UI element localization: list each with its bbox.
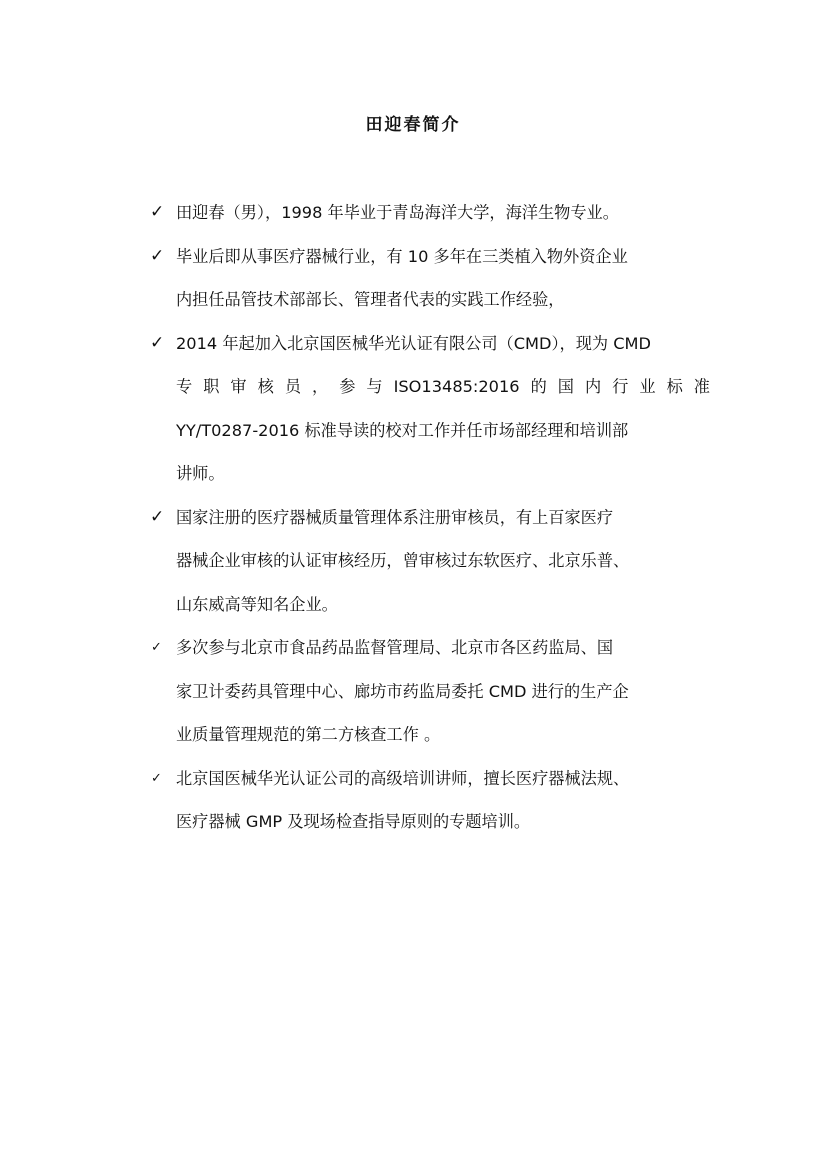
word: 职 [203, 377, 220, 396]
bio-item-career [150, 235, 710, 322]
checkmark-icon: ✓ [150, 506, 165, 527]
word: 参 [339, 377, 356, 396]
bio-line-justified [176, 365, 710, 409]
bio-line: 业质量管理规范的第二方核查工作 。 [176, 725, 441, 744]
bio-line: 讲师。 [176, 464, 225, 483]
bio-item-trainer [150, 757, 710, 844]
bio-line: 山东威高等知名企业。 [176, 594, 338, 614]
word: 专 [176, 377, 193, 396]
bio-line: 器械企业审核的认证审核经历，曾审核过东软医疗、北京乐普、 [176, 551, 630, 570]
document-title: 田迎春简介 [365, 115, 461, 135]
checkmark-icon: ✓ [151, 770, 162, 786]
bio-item-education [150, 191, 710, 235]
word: 审 [230, 377, 247, 396]
word: 内 [584, 377, 602, 396]
word: 行 [612, 377, 629, 396]
word: 的 [530, 377, 547, 396]
checkmark-icon: ✓ [150, 245, 165, 266]
checkmark-icon: ✓ [150, 202, 165, 222]
bio-line: 2014 年起加入北京国医械华光认证有限公司（CMD），现为 CMD [176, 333, 651, 353]
word: 核 [257, 377, 274, 396]
checkmark-icon: ✓ [151, 640, 162, 655]
bio-item-cmd [150, 322, 710, 496]
word: 与 [366, 377, 383, 396]
bio-item-auditor [150, 496, 710, 627]
bio-line: 毕业后即从事医疗器械行业，有 10 多年在三类植入物外资企业 [176, 246, 628, 266]
bio-line: 医疗器械 GMP 及现场检查指导原则的专题培训。 [176, 812, 531, 831]
word: 国 [557, 377, 574, 396]
word: ， [312, 377, 329, 396]
bio-line: YY/T0287-2016 标准导读的校对工作并任市场部经理和培训部 [176, 420, 629, 440]
word: 员 [284, 377, 301, 396]
bio-line: 内担任品管技术部部长、管理者代表的实践工作经验， [176, 290, 565, 309]
bio-line: 家卫计委药具管理中心、廊坊市药监局委托 CMD 进行的生产企 [176, 681, 629, 701]
bio-list [150, 191, 710, 844]
bio-line: 田迎春（男），1998 年毕业于青岛海洋大学，海洋生物专业。 [176, 203, 619, 222]
word: 业 [639, 377, 656, 396]
bio-item-inspections [150, 626, 710, 757]
bio-line: 多次参与北京市食品药品监督管理局、北京市各区药监局、国 [176, 638, 614, 657]
word: 标 [666, 377, 683, 396]
word: 准 [693, 377, 710, 396]
bio-line: 国家注册的医疗器械质量管理体系注册审核员，有上百家医疗 [176, 507, 614, 527]
checkmark-icon: ✓ [150, 332, 165, 353]
word: ISO13485:2016 [393, 377, 520, 396]
bio-line: 北京国医械华光认证公司的高级培训讲师，擅长医疗器械法规、 [176, 768, 630, 788]
